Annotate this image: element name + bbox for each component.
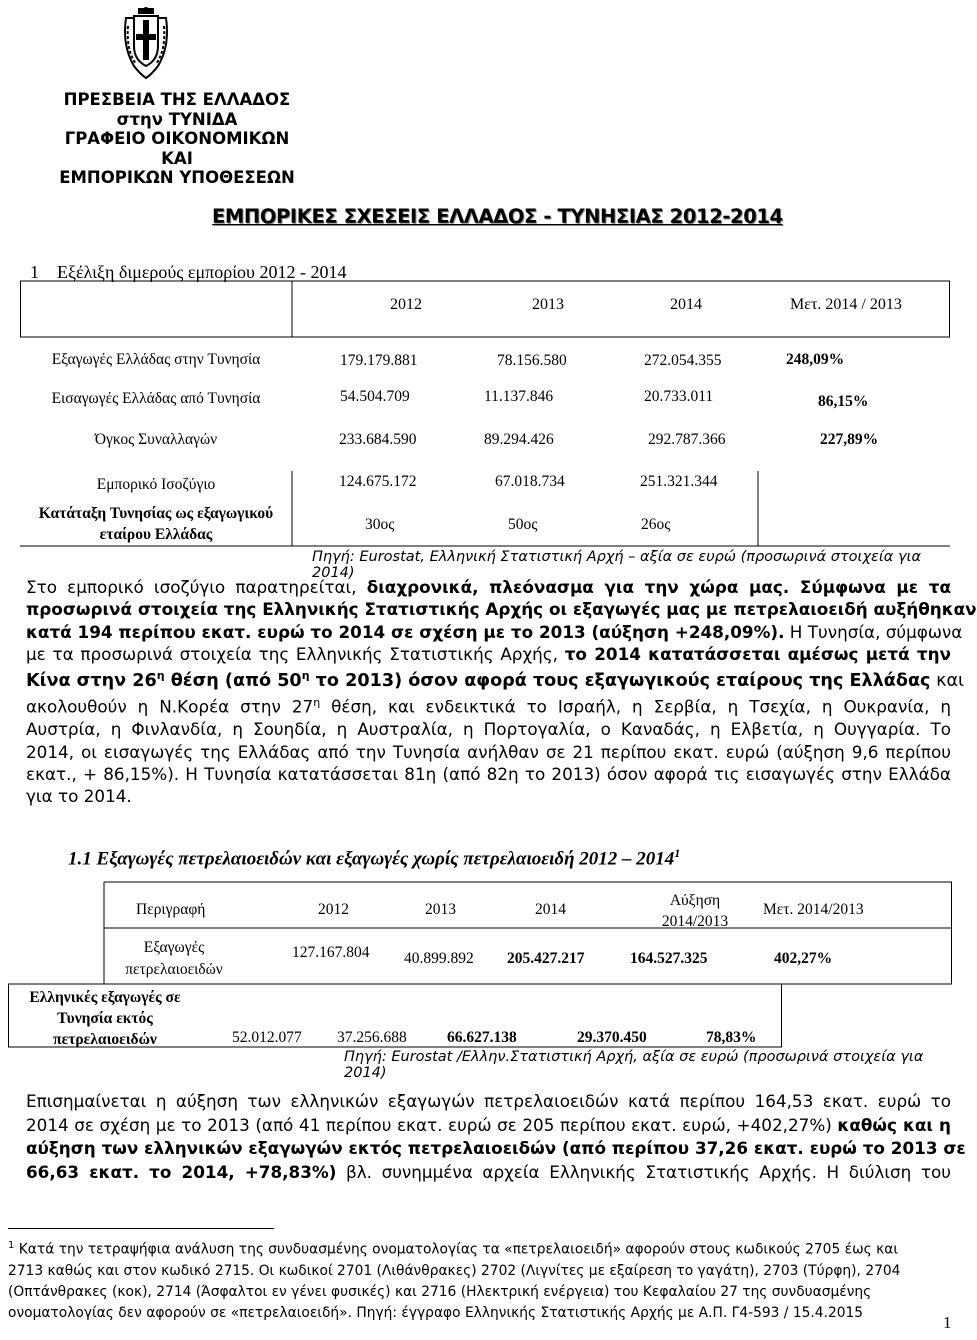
table1-cell: 20.733.011 <box>644 388 714 405</box>
table2-cell: 402,27% <box>774 950 833 967</box>
label-line: Εξαγωγές <box>143 939 205 956</box>
table2-header-2012: 2012 <box>318 901 349 918</box>
label-line: Τυνησία εκτός <box>57 1010 153 1027</box>
text-line: 66,63 εκατ. το 2014, +78,83%) βλ. συνημμένα αρχεία Ελληνικής Στατιστικής Αρχής. Η διύλιση του <box>26 1161 951 1182</box>
table2-source: Πηγή: Eurostat /Ελλην.Στατιστική Αρχή, αξία σε ευρώ (προσωρινά στοιχεία για 2014) <box>344 1049 924 1081</box>
footnote-line: ονοματολογίας δεν αφορούν σε «πετρελαιοειδή». Πηγή: έγγραφο Ελληνικής Στατιστικής Αρχής με Α.Π. Γ4-593 / 15.4.2015 <box>8 1304 864 1321</box>
table1-row-label: Εισαγωγές Ελλάδας από Τυνησία <box>51 390 261 407</box>
table1-cell: 248,09% <box>786 351 845 368</box>
label-line: Ελληνικές εξαγωγές σε <box>29 989 181 1006</box>
footnote-line: $^1$ Κατά την τετραψήφια ανάλυση της συνδυασμένης ονοματολογίας τα «πετρελαιοειδή» αφορούν στους κωδικούς 2705 έως και <box>8 1240 899 1258</box>
embassy-header <box>47 90 307 188</box>
text-line: εκατ., + 86,15%). Η Τυνησία κατατάσσεται 81η (από 82η το 2013) όσον αφορά τις εισαγωγές στην Ελλάδα <box>26 763 951 784</box>
table1-cell: 292.787.366 <box>648 431 726 448</box>
embassy-line: ΕΜΠΟΡΙΚΩΝ ΥΠΟΘΕΣΕΩΝ <box>59 168 295 187</box>
table1-source: Πηγή: Eurostat, Ελληνική Στατιστική Αρχή – αξία σε ευρώ (προσωρινά στοιχεία για 2014) <box>312 549 921 581</box>
table1-cell: 251.321.344 <box>640 473 718 490</box>
table1-cell: 179.179.881 <box>340 352 418 369</box>
text-line: κατά 194 περίπου εκατ. ευρώ το 2014 σε σχέση με το 2013 (αύξηση +248,09%). Η Τυνησία, σύμφωνα <box>26 621 963 642</box>
section-number: 1 <box>30 262 39 282</box>
header-line: Αύξηση <box>669 892 721 909</box>
table2-header-increase <box>645 890 745 932</box>
footnote-line: (Οπτάνθρακες (κοκ), 2714 (Άσφαλτοι εν γένει φυσικές) και 2716 (Ηλεκτρική ενέργεια) του Κεφαλαίου 27 της συνδυασμένης <box>8 1283 872 1300</box>
table1-header-change: Μετ. 2014 / 2013 <box>790 296 902 313</box>
table1-cell: 50ος <box>508 516 538 533</box>
table1-cell: 227,89% <box>820 431 879 448</box>
table2-header-2013: 2013 <box>425 901 456 918</box>
footnote-separator <box>8 1228 274 1229</box>
label-line: πετρελαιοειδών <box>125 961 223 978</box>
text-line: Κίνα στην $26^\eta$ θέση (από $50^\eta$ το 2013) όσον αφορά τους εξαγωγικούς εταίρους της Ελλάδας και <box>26 669 964 692</box>
embassy-line: στην ΤΥΝΙΔΑ <box>116 109 238 129</box>
section-1-1-heading: 1.1 Εξαγωγές πετρελαιοειδών και εξαγωγές χωρίς πετρελαιοειδή 2012 – 2014$^1$ <box>68 846 681 870</box>
table2-row1-label <box>104 937 244 981</box>
document-title: ΕΜΠΟΡΙΚΕΣ ΣΧΕΣΕΙΣ ΕΛΛΑΔΟΣ - ΤΥΝΗΣΙΑΣ 2012-2014 <box>212 205 783 228</box>
table1-cell: 233.684.590 <box>339 431 417 448</box>
table1-cell: 89.294.426 <box>484 431 554 448</box>
table2-cell: 66.627.138 <box>447 1029 517 1046</box>
embassy-line: ΓΡΑΦΕΙΟ ΟΙΚΟΝΟΜΙΚΩΝ ΚΑΙ <box>64 129 290 168</box>
text-line: αύξηση των ελληνικών εξαγωγών εκτός πετρελαιοειδών (από περίπου 37,26 εκατ. ευρώ το 2013 σε <box>26 1138 966 1158</box>
table2-header-2014: 2014 <box>535 901 566 918</box>
text-line: Αυστρία, η Φινλανδία, η Σουηδία, η Αυστραλία, η Πορτογαλία, ο Καναδάς, η Ελβετία, η Ουγγαρία. Το <box>26 719 951 740</box>
text-line: προσωρινά στοιχεία της Ελληνικής Στατιστικής Αρχής οι εξαγωγές μας με πετρελαιοειδή αυξήθηκαν <box>26 599 977 620</box>
table2-cell: 205.427.217 <box>507 950 585 967</box>
section-1-heading <box>30 262 346 283</box>
table1-header-2013: 2013 <box>532 296 564 313</box>
header-line: 2014/2013 <box>661 913 729 930</box>
table2-cell: 52.012.077 <box>232 1029 302 1046</box>
table2-cell: 40.899.892 <box>404 950 474 967</box>
text-line: 2014, οι εισαγωγές της Ελλάδας από την Τυνησία ανήλθαν σε 21 περίπου εκατ. ευρώ (αύξηση 9,6 περίπου <box>26 741 951 762</box>
footnote-mark: 1 <box>8 1240 15 1251</box>
footnote-reference: 1 <box>674 846 681 860</box>
table1-cell: 26ος <box>641 516 671 533</box>
table2-cell: 78,83% <box>706 1029 757 1046</box>
table1-cell: 124.675.172 <box>339 473 417 490</box>
table1-row-label: Όγκος Συναλλαγών <box>94 431 218 448</box>
table1-row-label: Εμπορικό Ισοζύγιο <box>96 476 216 493</box>
footnote <box>8 1235 953 1324</box>
table1-cell: 54.504.709 <box>340 388 410 405</box>
table2-cell: 164.527.325 <box>630 950 708 967</box>
text-line: με τα προσωρινά στοιχεία της Ελληνικής Στατιστικής Αρχής, το 2014 κατατάσσεται αμέσως μετά την <box>26 643 951 664</box>
ranking-label-line: Κατάταξη Τυνησίας ως εξαγωγικού <box>38 505 274 522</box>
coat-of-arms-emblem <box>118 6 174 82</box>
table1-row-label-ranking <box>20 503 292 545</box>
table1-cell: 30ος <box>365 516 395 533</box>
table2-cell: 127.167.804 <box>292 944 370 961</box>
page-number: 1 <box>943 1313 952 1332</box>
text-line: ακολουθούν η Ν.Κορέα στην $27^\eta$ θέση, και ενδεικτικά το Ισραήλ, η Σερβία, η Τσεχία, η Ουκρανία, η <box>26 696 952 717</box>
table2-row2-label <box>10 987 200 1050</box>
text-line: 2014 σε σχέση με το 2013 (από 41 περίπου εκατ. ευρώ σε 205 περίπου εκατ. ευρώ, +402,27%) καθώς και η <box>26 1114 952 1135</box>
paragraph-trade-balance <box>26 576 977 807</box>
table1-cell: 86,15% <box>818 393 869 410</box>
text-line: για το 2014. <box>26 786 132 807</box>
table2-header-change: Μετ. 2014/2013 <box>763 901 864 918</box>
table2-header-description: Περιγραφή <box>136 901 206 918</box>
table1-cell: 78.156.580 <box>497 352 567 369</box>
table1-row-label: Εξαγωγές Ελλάδας στην Τυνησία <box>51 351 261 368</box>
embassy-line: ΠΡΕΣΒΕΙΑ ΤΗΣ ΕΛΛΑΔΟΣ <box>63 90 291 109</box>
table2-cell: 37.256.688 <box>337 1029 407 1046</box>
section-title: Εξέλιξη διμερούς εμπορίου 2012 - 2014 <box>57 262 347 282</box>
label-line: πετρελαιοειδών <box>53 1031 157 1048</box>
table1-header-2014: 2014 <box>670 296 702 313</box>
table1-cell: 67.018.734 <box>495 473 565 490</box>
text-line: Στο εμπορικό ισοζύγιο παρατηρείται, διαχρονικά, πλεόνασμα για την χώρα μας. Σύμφωνα με τα <box>26 577 951 597</box>
footnote-line: 2713 καθώς και στον κωδικό 2715. Οι κωδικοί 2701 (Λιθάνθρακες) 2702 (Λιγνίτες με εξαίρεση το γαγάτη), 2703 (Τύρφη), 2704 <box>8 1262 901 1279</box>
paragraph-petroleum-exports <box>26 1090 966 1184</box>
table2-cell: 29.370.450 <box>577 1029 647 1046</box>
text-line: Επισημαίνεται η αύξηση των ελληνικών εξαγωγών πετρελαιοειδών κατά περίπου 164,53 εκατ. ευρώ το <box>26 1091 951 1111</box>
table1-header-2012: 2012 <box>390 296 422 313</box>
table1-cell: 11.137.846 <box>484 388 554 405</box>
table1-cell: 272.054.355 <box>644 352 722 369</box>
ranking-label-line: εταίρου Ελλάδας <box>99 526 213 543</box>
